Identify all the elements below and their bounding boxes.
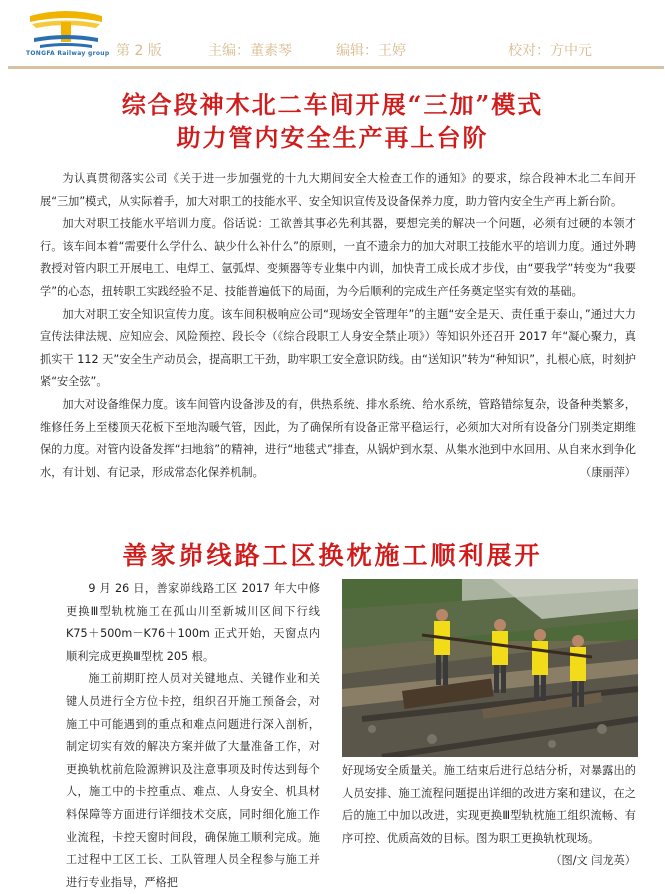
article2-signature: （图/文 闫龙英） [550, 854, 636, 868]
article2-paragraph: 施工前期盯控人员对关键地点、关键作业和关键人员进行全方位卡控，组织召开施工预备会，对施工中可能遇到的重点和难点问题进行深入剖析，制定切实有效的解决方案并做了大量准备工作，对更换轨枕前危险源辨识及注意事项及时传达到每个人，施工中的卡控重点、难点、人身安全、机具材料保障等方面进行详细技术交底，同时细化施工作业流程，卡控天窗时间段，确保施工顺利完成。施工过程中工区工长、工队管理人员全程参与施工并进行专业指导，严格把 [66, 672, 320, 889]
chief-editor-label: 主编：董素琴 [208, 43, 292, 59]
article1-paragraph: 为认真贯彻落实公司《关于进一步加强党的十九大期间安全大检查工作的通知》的要求，综合段神木北二车间开展“三加”模式，从实际着手，加大对职工的技能水平、安全知识宣传及设备保养力度，助力管内安全生产再上新台阶。 [40, 172, 636, 208]
article1-paragraph: 加大对职工技能水平培训力度。俗话说：工欲善其事必先利其器，要想完美的解决一个问题，必须有过硬的本领才行。该车间本着“需要什么学什么、缺少什么补什么”的原则，一直不遗余力的加大对职工技能水平的培训力度。通过外聘教授对管内职工开展电工、电焊工、氩弧焊、变频器等专业集中内训，加快青工成长成才步伐，由“要我学”转变为“我要学”的心态，扭转职工实践经验不足、技能普遍低下的局面，为今后顺利的完成生产任务奠定坚实有效的基础。 [40, 217, 636, 298]
tongfa-logo [26, 8, 110, 60]
article1-paragraph-last [40, 394, 636, 484]
article1-title-line2: 助力管内安全生产再上台阶 [176, 123, 489, 152]
article2-paragraph: 9 月 26 日，善家峁线路工区 2017 年大中修更换Ⅲ型轨枕施工在孤山川至新城川区间下行线 K75＋500m－K76＋100m 正式开始，天窗点内顺利完成更换Ⅲ型枕 205 根。 [66, 582, 320, 663]
edition-label: 第 2 版 [116, 43, 162, 59]
article1-body [40, 168, 636, 484]
workers-replacing-sleeper-image [342, 579, 638, 757]
article1-paragraph-text: 加大对设备维保力度。该车间管内设备涉及的有，供热系统、排水系统、给水系统，管路错综复杂，设备种类繁多，维修任务上至楼顶天花板下至地沟暖气管，因此，为了确保所有设备正常平稳运行，必须加大对所有设备分门别类定期维保的力度。对管内设备发挥“扫地翁”的精神，进行“地毯式”排查，从锅炉到水泵、从集水池到中水回用、从自来水到争化水，有计划、有记录，形成常态化保养机制。 [40, 397, 636, 479]
article2-paragraph-continued [342, 760, 636, 868]
logo-emblem-icon [26, 8, 106, 52]
article2-right-column [342, 760, 636, 873]
article1-paragraph: 加大对职工安全知识宣传力度。该车间积极响应公司“现场安全管理年”的主题“安全是天、责任重于泰山，”通过大力宣传法律法规、应知应会、风险预控、段长令（《综合段职工人身安全禁止项》）等知识外还召开 2017 年“凝心聚力，真抓实干 112 天”安全生产动员会，提高职工干劲，助牢职工安全意识防线。由“送知识”转为“种知识”，扎根心底，时刻护紧“安全弦”。 [40, 307, 636, 389]
construction-photo [342, 579, 638, 757]
editor-label: 编辑：王婷 [336, 43, 406, 59]
article1-signature: （康丽萍） [580, 465, 636, 479]
proofreader-label: 校对：方中元 [508, 43, 592, 59]
page-header [0, 0, 665, 70]
article2-title: 善家峁线路工区换枕施工顺利展开 [122, 541, 543, 570]
article2-paragraph-text: 好现场安全质量关。施工结束后进行总结分析，对暴露出的人员安排、施工流程问题提出详细的改进方案和建议，在之后的施工中加以改进，实现更换Ⅲ型轨枕施工组织流畅、有序可控、优质高效的目标。图为职工更换轨枕现场。 [342, 764, 636, 845]
article2-left-column [66, 578, 320, 894]
logo-text: TONGFA Railway group [26, 50, 110, 57]
article1-title-line1: 综合段神木北二车间开展“三加”模式 [121, 90, 544, 119]
header-divider [8, 66, 664, 69]
